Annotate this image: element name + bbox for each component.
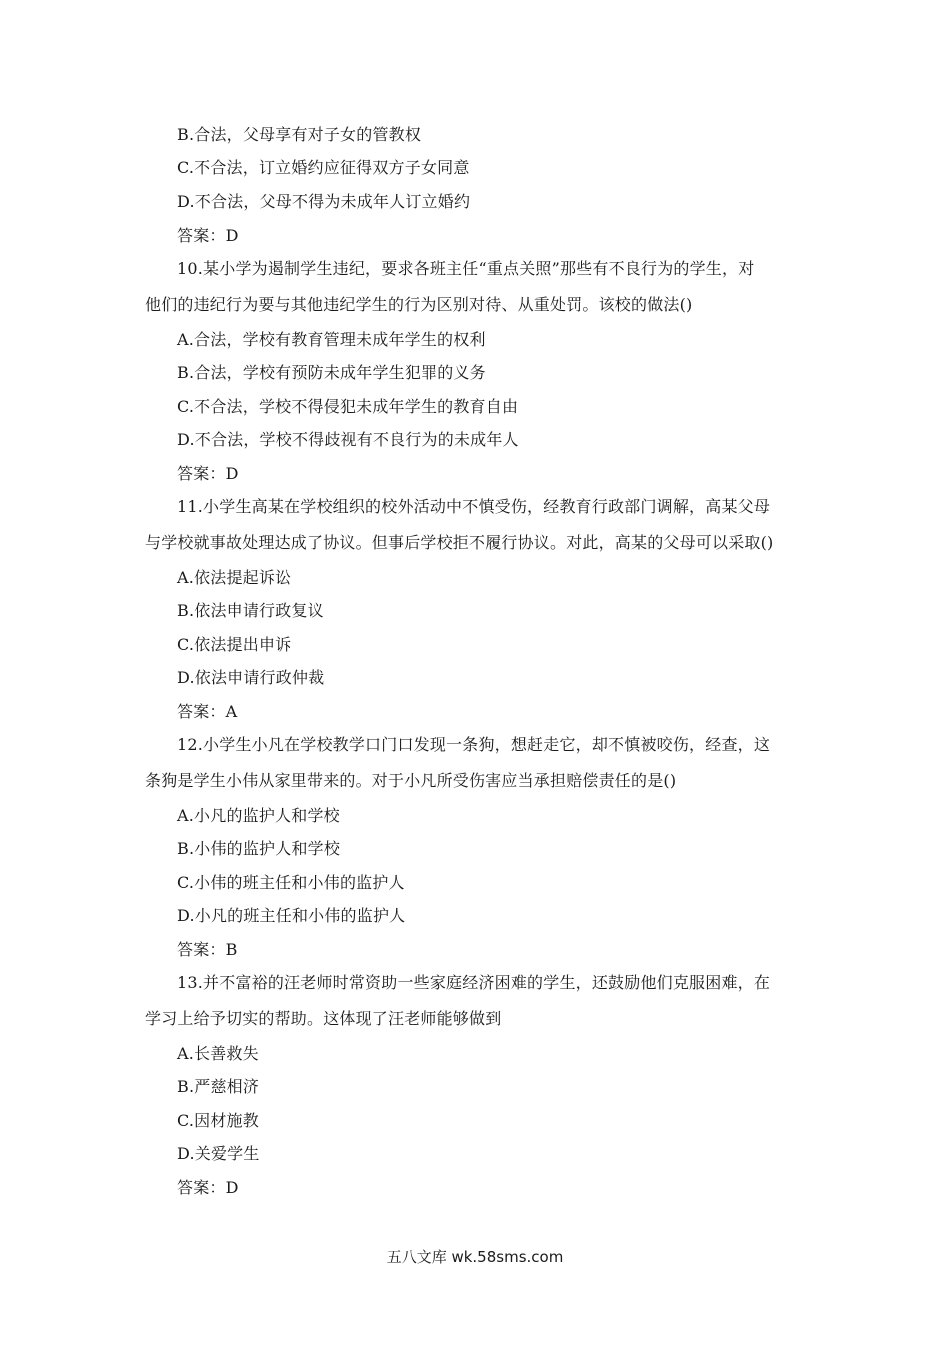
q13-stem-line1: 13.并不富裕的汪老师时常资助一些家庭经济困难的学生，还鼓励他们克服困难，在	[177, 973, 771, 992]
q12-stem-line1: 12.小学生小凡在学校教学口门口发现一条狗，想赶走它，却不慎被咬伤，经查，这	[177, 735, 771, 754]
q12-option-a: A.小凡的监护人和学校	[177, 806, 340, 825]
q11-option-c: C.依法提出申诉	[177, 635, 292, 654]
q11-option-d: D.依法申请行政仲裁	[177, 668, 325, 687]
q13-option-c: C.因材施教	[177, 1111, 259, 1130]
q10-option-a: A.合法，学校有教育管理未成年学生的权利	[177, 330, 486, 349]
q13-stem-line2: 学习上给予切实的帮助。这体现了汪老师能够做到	[145, 1009, 502, 1028]
q10-answer: 答案：D	[177, 464, 239, 483]
q9-option-c: C.不合法，订立婚约应征得双方子女同意	[177, 158, 470, 177]
q13-option-b: B.严慈相济	[177, 1077, 260, 1096]
q11-stem-line1: 11.小学生高某在学校组织的校外活动中不慎受伤，经教育行政部门调解，高某父母	[177, 497, 771, 516]
footer-watermark: 五八文库 wk.58sms.com	[386, 1248, 564, 1266]
q10-stem-line2: 他们的违纪行为要与其他违纪学生的行为区别对待、从重处罚。该校的做法()	[145, 295, 693, 314]
q10-option-c: C.不合法，学校不得侵犯未成年学生的教育自由	[177, 397, 519, 416]
q12-option-c: C.小伟的班主任和小伟的监护人	[177, 873, 405, 892]
q10-stem-line1: 10.某小学为遏制学生违纪，要求各班主任“重点关照”那些有不良行为的学生，对	[177, 259, 755, 278]
q13-answer: 答案：D	[177, 1178, 239, 1197]
q9-option-b: B.合法，父母享有对子女的管教权	[177, 125, 422, 144]
q9-answer: 答案：D	[177, 226, 239, 245]
q12-answer: 答案：B	[177, 940, 238, 959]
q12-stem-line2: 条狗是学生小伟从家里带来的。对于小凡所受伤害应当承担赔偿责任的是()	[145, 771, 677, 790]
q10-option-b: B.合法，学校有预防未成年学生犯罪的义务	[177, 363, 486, 382]
q13-option-d: D.关爱学生	[177, 1144, 260, 1163]
q9-option-d: D.不合法，父母不得为未成年人订立婚约	[177, 192, 471, 211]
q11-option-a: A.依法提起诉讼	[177, 568, 292, 587]
q12-option-b: B.小伟的监护人和学校	[177, 839, 341, 858]
q11-stem-line2: 与学校就事故处理达成了协议。但事后学校拒不履行协议。对此，高某的父母可以采取()	[145, 533, 774, 552]
q11-option-b: B.依法申请行政复议	[177, 601, 324, 620]
q10-option-d: D.不合法，学校不得歧视有不良行为的未成年人	[177, 430, 519, 449]
q13-option-a: A.长善救失	[177, 1044, 259, 1063]
q12-option-d: D.小凡的班主任和小伟的监护人	[177, 906, 406, 925]
q11-answer: 答案：A	[177, 702, 238, 721]
